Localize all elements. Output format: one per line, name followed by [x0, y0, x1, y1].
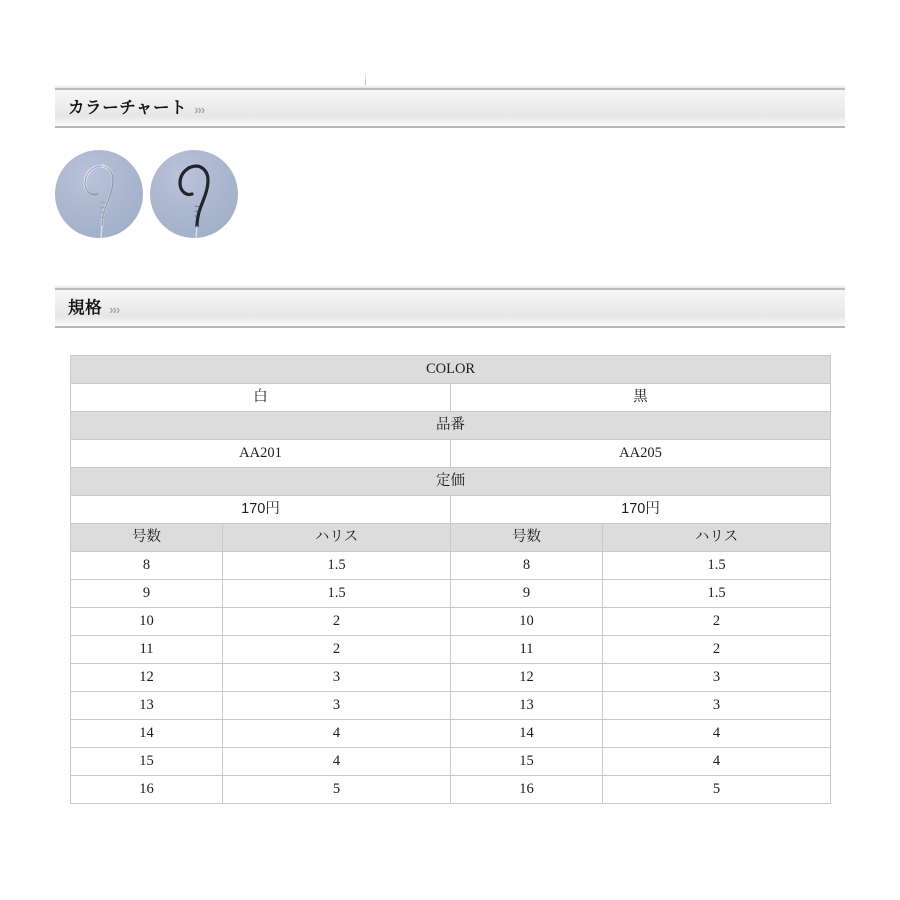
table-row	[71, 692, 831, 720]
cell-harisu-black: 3	[603, 692, 831, 720]
cell-gousuu-white: 9	[71, 580, 223, 608]
cell-gousuu-black: 13	[451, 692, 603, 720]
color-swatch-row	[55, 150, 238, 238]
cell-harisu-white: 4	[223, 720, 451, 748]
cell-gousuu-black: 12	[451, 664, 603, 692]
cell-hinban-black: AA205	[451, 440, 831, 468]
cell-gousuu-black: 15	[451, 748, 603, 776]
cell-gousuu-black: 14	[451, 720, 603, 748]
table-row	[71, 664, 831, 692]
cell-gousuu-black: 10	[451, 608, 603, 636]
cell-gousuu-white: 12	[71, 664, 223, 692]
table-row	[71, 748, 831, 776]
cell-hinban-white: AA201	[71, 440, 451, 468]
cell-harisu-black: 4	[603, 748, 831, 776]
table-row	[71, 636, 831, 664]
cell-gousuu-white: 8	[71, 552, 223, 580]
cell-harisu-black: 2	[603, 608, 831, 636]
color-swatch-black[interactable]	[150, 150, 238, 238]
table-row	[71, 720, 831, 748]
cell-teika-black: 170円	[451, 496, 831, 524]
table-row-teika	[71, 496, 831, 524]
section-title-color-chart: カラーチャート	[68, 98, 188, 117]
cell-gousuu-white: 16	[71, 776, 223, 804]
column-header-gousuu-black: 号数	[451, 524, 603, 552]
table-row-teika-label	[71, 468, 831, 496]
cell-teika-white: 170円	[71, 496, 451, 524]
cell-harisu-white: 1.5	[223, 552, 451, 580]
cell-color-label: COLOR	[71, 356, 831, 384]
cell-gousuu-black: 16	[451, 776, 603, 804]
cell-harisu-black: 3	[603, 664, 831, 692]
cell-harisu-white: 2	[223, 636, 451, 664]
cell-gousuu-black: 11	[451, 636, 603, 664]
section-header-spec	[55, 288, 845, 328]
cell-harisu-black: 1.5	[603, 552, 831, 580]
cell-gousuu-white: 11	[71, 636, 223, 664]
table-row	[71, 580, 831, 608]
chevron-right-icon: ›››	[194, 101, 205, 117]
column-header-gousuu-white: 号数	[71, 524, 223, 552]
cell-color-white: 白	[71, 384, 451, 412]
cell-gousuu-black: 9	[451, 580, 603, 608]
cell-harisu-white: 2	[223, 608, 451, 636]
cell-gousuu-white: 10	[71, 608, 223, 636]
chevron-right-icon: ›››	[109, 301, 120, 317]
table-row	[71, 776, 831, 804]
cell-teika-label: 定価	[71, 468, 831, 496]
table-row-column-headers	[71, 524, 831, 552]
table-row-colors	[71, 384, 831, 412]
spec-table	[70, 355, 831, 804]
fish-hook-white-icon	[55, 150, 143, 238]
column-header-harisu-black: ハリス	[603, 524, 831, 552]
table-row-hinban	[71, 440, 831, 468]
cell-gousuu-black: 8	[451, 552, 603, 580]
page-tick-mark	[365, 72, 366, 85]
cell-harisu-white: 3	[223, 692, 451, 720]
cell-color-black: 黒	[451, 384, 831, 412]
cell-harisu-white: 1.5	[223, 580, 451, 608]
color-swatch-white[interactable]	[55, 150, 143, 238]
table-row-color-label	[71, 356, 831, 384]
cell-harisu-white: 5	[223, 776, 451, 804]
cell-harisu-white: 4	[223, 748, 451, 776]
column-header-harisu-white: ハリス	[223, 524, 451, 552]
section-header-color-chart	[55, 88, 845, 128]
section-title-spec: 規格	[68, 298, 103, 317]
table-row	[71, 608, 831, 636]
cell-harisu-black: 1.5	[603, 580, 831, 608]
fish-hook-black-icon	[150, 150, 238, 238]
table-row-hinban-label	[71, 412, 831, 440]
cell-gousuu-white: 14	[71, 720, 223, 748]
cell-gousuu-white: 13	[71, 692, 223, 720]
cell-hinban-label: 品番	[71, 412, 831, 440]
cell-gousuu-white: 15	[71, 748, 223, 776]
cell-harisu-black: 2	[603, 636, 831, 664]
cell-harisu-white: 3	[223, 664, 451, 692]
cell-harisu-black: 4	[603, 720, 831, 748]
cell-harisu-black: 5	[603, 776, 831, 804]
table-row	[71, 552, 831, 580]
